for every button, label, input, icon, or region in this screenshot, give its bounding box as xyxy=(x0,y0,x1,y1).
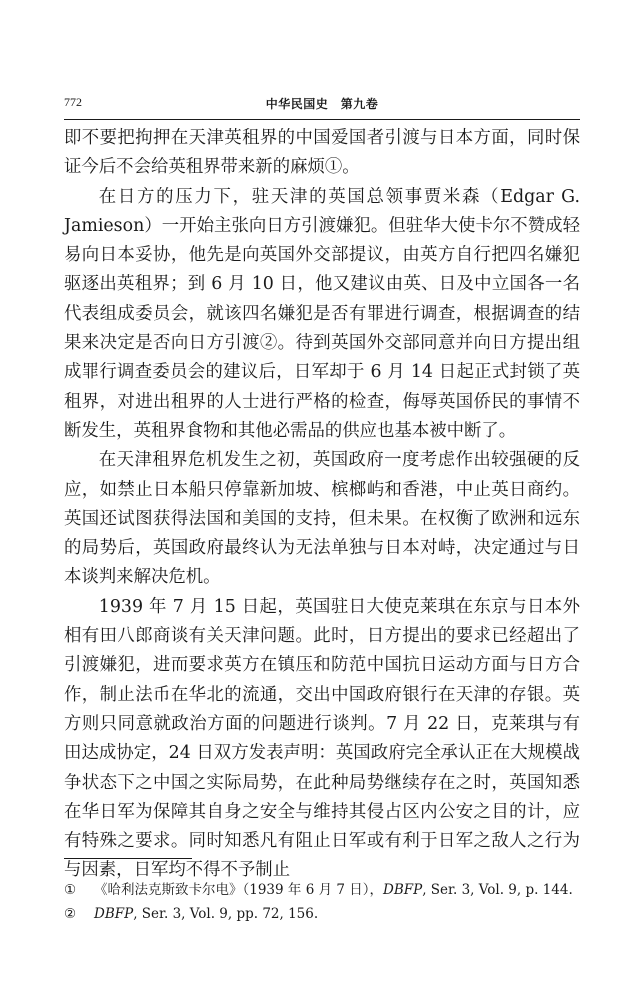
footnote-source: DBFP xyxy=(383,882,423,898)
page-header xyxy=(64,95,580,115)
footnote-source: DBFP xyxy=(94,906,134,922)
running-title: 中华民国史 第九卷 xyxy=(265,97,379,111)
paragraph-1: 即不要把拘押在天津英租界的中国爱国者引渡与日本方面，同时保证今后不会给英租界带来新的麻烦①。 xyxy=(64,128,580,178)
body-text xyxy=(64,124,580,886)
page-number: 772 xyxy=(64,95,82,109)
paragraph-2: 在日方的压力下，驻天津的英国总领事贾米森（Edgar G. Jamieson）一开始主张向日方引渡嫌犯。但驻华大使卡尔不赞成轻易向日本妥协，他先是向英国外交部提议，由英方自行把四名嫌犯驱逐出英租界；到 6 月 10 日，他又建议由英、日及中立国各一名代表组成委员会，就该四名嫌犯是否有罪进行调查，根据调查的结果来决定是否向日方引渡②。待到英国外交部同意并向日方提出组成罪行调查委员会的建议后，日军却于 6 月 14 日起正式封锁了英租界，对进出租界的人士进行严格的检查，侮辱英国侨民的事情不断发生，英租界食物和其他必需品的供应也基本被中断了。 xyxy=(64,186,580,441)
footnotes xyxy=(64,878,580,926)
footnote-text: 《哈利法克斯致卡尔电》（1939 年 6 月 7 日）， xyxy=(94,882,383,898)
footnote-citation: , Ser. 3, Vol. 9, pp. 72, 156. xyxy=(133,906,319,922)
footnote-marker: ② xyxy=(64,906,77,922)
footnote-1 xyxy=(64,878,580,902)
paragraph-4: 1939 年 7 月 15 日起，英国驻日大使克莱琪在东京与日本外相有田八郎商谈有关天津问题。此时，日方提出的要求已经超出了引渡嫌犯，进而要求英方在镇压和防范中国抗日运动方面与日方合作，制止法币在华北的流通，交出中国政府银行在天津的存银。英方则只同意就政治方面的问题进行谈判。7 月 22 日，克莱琪与有田达成协定，24 日双方发表声明：英国政府完全承认正在大规模战争状态下之中国之实际局势，在此种局势继续存在之时，英国知悉在华日军为保障其自身之安全与维持其侵占区内公安之目的计，应有特殊之要求。同时知悉凡有阻止日军或有利于日军之敌人之行为与因素，日军均不得不予制止 xyxy=(64,596,580,881)
footnote-marker: ① xyxy=(64,882,77,898)
paragraph-3: 在天津租界危机发生之初，英国政府一度考虑作出较强硬的反应，如禁止日本船只停靠新加坡、槟榔屿和香港，中止英日商约。英国还试图获得法国和美国的支持，但未果。在权衡了欧洲和远东的局势后，英国政府最终认为无法单独与日本对峙，决定通过与日本谈判来解决危机。 xyxy=(64,450,580,588)
header-rule xyxy=(64,119,580,120)
footnote-rule xyxy=(64,858,192,859)
footnote-citation: , Ser. 3, Vol. 9, p. 144. xyxy=(422,882,573,898)
footnote-2 xyxy=(64,902,580,926)
